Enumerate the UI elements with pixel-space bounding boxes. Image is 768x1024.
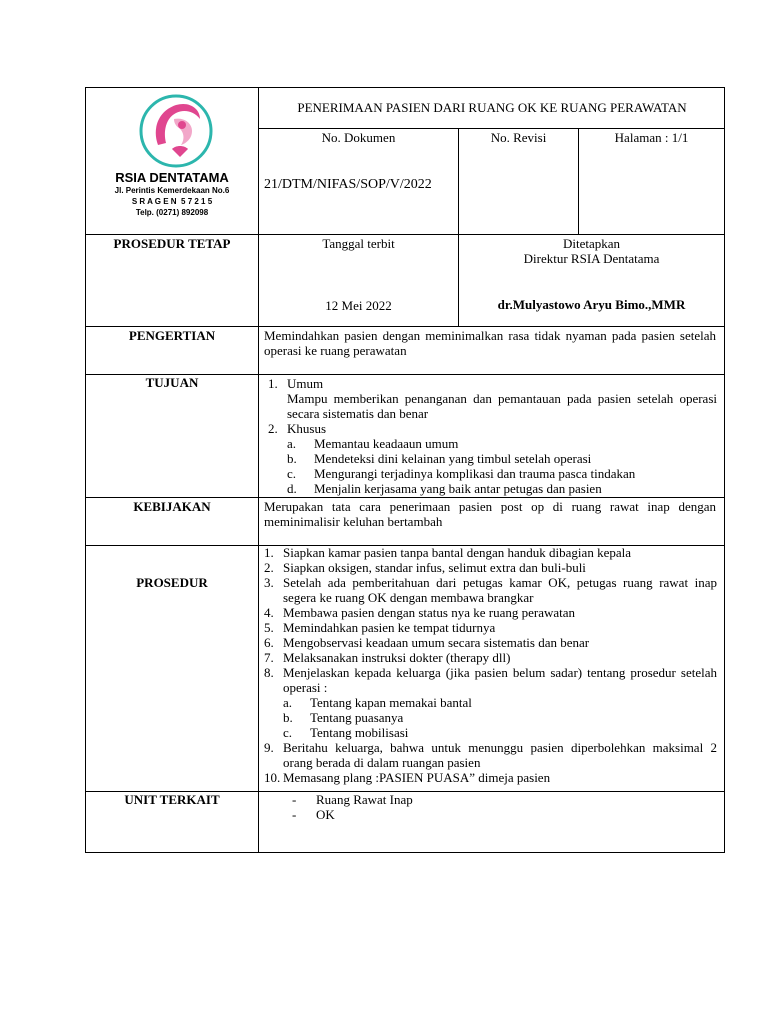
list-text: Melaksanakan instruksi dokter (therapy dll) [283,650,511,665]
tanggal-terbit-value: 12 Mei 2022 [325,298,392,313]
list-item [264,792,716,807]
list-number: 1. [268,376,278,391]
prosedur-label: PROSEDUR [136,575,208,590]
list-item [264,650,717,665]
unit-terkait-list [264,792,716,822]
list-item [268,436,717,451]
list-text: Tentang kapan memakai bantal [310,695,472,710]
list-text: Membawa pasien dengan status nya ke ruang perawatan [283,605,576,620]
hospital-address: Jl. Perintis Kemerdekaan No.6 [114,186,230,195]
ditetapkan-label: Ditetapkan [562,236,621,251]
list-item [264,545,717,560]
list-item [264,560,717,575]
list-text: Setelah ada pemberitahuan dari petugas kamar OK, petugas ruang rawat inap segera ke ruang OK dengan membawa brangkar [283,575,717,605]
list-item [268,451,717,466]
list-number: 9. [264,740,274,755]
list-bullet: - [292,807,297,822]
list-number: 7. [264,650,274,665]
pengertian-label: PENGERTIAN [128,328,216,343]
list-item [264,725,717,740]
row-divider [258,128,724,129]
tujuan-label: TUJUAN [145,375,199,390]
no-dokumen-label: No. Dokumen [321,130,396,145]
hospital-logo-icon [136,91,216,171]
list-item [264,575,717,605]
list-number: 10. [264,770,281,785]
halaman-label: Halaman : 1/1 [614,130,689,145]
row-divider [86,497,724,498]
list-number: b. [287,451,297,466]
list-item [264,620,717,635]
no-revisi-label: No. Revisi [490,130,547,145]
list-item [264,807,716,822]
list-text: Beritahu keluarga, bahwa untuk menunggu pasien diperbolehkan maksimal 2 orang berada di dalam ruangan pasien [283,740,717,770]
hospital-city: S R A G E N 5 7 2 1 5 [131,197,213,206]
list-text: Siapkan kamar pasien tanpa bantal dengan handuk dibagian kepala [283,545,631,560]
list-item [264,740,717,770]
list-item [268,481,717,496]
row-divider [86,234,724,235]
list-item [264,695,717,710]
list-number: 2. [268,421,278,436]
list-text: Tentang mobilisasi [310,725,409,740]
list-text: Mendeteksi dini kelainan yang timbul setelah operasi [314,451,592,466]
tujuan-list [268,376,717,496]
hospital-phone: Telp. (0271) 892098 [135,208,209,217]
tanggal-terbit-label: Tanggal terbit [322,236,395,251]
sop-document [85,87,725,853]
list-bullet: - [292,792,297,807]
pengertian-text: Memindahkan pasien dengan meminimalkan rasa tidak nyaman pada pasien setelah operasi ke ruang perawatan [264,328,716,358]
list-number: 3. [264,575,274,590]
list-text: Menjalin kerjasama yang baik antar petugas dan pasien [314,481,602,496]
kebijakan-text: Merupakan tata cara penerimaan pasien post op di ruang rawat inap dengan meminimalisir keluhan bertambah [264,499,716,529]
list-item [264,635,717,650]
list-number: 2. [264,560,274,575]
prosedur-tetap-label: PROSEDUR TETAP [113,236,231,251]
list-number: a. [283,695,293,710]
list-item [264,665,717,695]
list-number: c. [287,466,297,481]
list-text: Memindahkan pasien ke tempat tidurnya [283,620,496,635]
jabatan-direktur: Direktur RSIA Dentatama [523,251,660,266]
list-text: Menjelaskan kepada keluarga (jika pasien belum sadar) tentang prosedur setelah operasi : [283,665,717,695]
prosedur-list [264,545,717,785]
list-number: d. [287,481,297,496]
list-item [268,466,717,481]
list-item [264,770,717,785]
list-text: Mengobservasi keadaan umum secara sistematis dan benar [283,635,590,650]
list-text: Siapkan oksigen, standar infus, selimut extra dan buli-buli [283,560,586,575]
list-text: Mengurangi terjadinya komplikasi dan trauma pasca tindakan [314,466,636,481]
list-title: Umum [287,376,324,391]
list-item [264,605,717,620]
unit-terkait-label: UNIT TERKAIT [124,792,220,807]
list-text: Memasang plang :PASIEN PUASA” dimeja pasien [283,770,551,785]
list-number: 4. [264,605,274,620]
list-text: Tentang puasanya [310,710,404,725]
no-dokumen-value: 21/DTM/NIFAS/SOP/V/2022 [264,177,432,192]
list-text: Mampu memberikan penanganan dan pemantauan pada pasien setelah operasi secara sistematis dan benar [287,391,717,421]
document-title: PENERIMAAN PASIEN DARI RUANG OK KE RUANG PERAWATAN [297,100,687,115]
list-item [268,421,717,436]
list-number: 6. [264,635,274,650]
list-number: b. [283,710,293,725]
list-text: OK [316,807,335,822]
list-number: a. [287,436,297,451]
list-number: 5. [264,620,274,635]
row-divider [86,326,724,327]
list-number: c. [283,725,293,740]
logo-block [86,88,258,234]
list-text: Ruang Rawat Inap [316,792,413,807]
list-text: Memantau keadaaun umum [314,436,459,451]
list-number: 1. [264,545,274,560]
column-divider [258,88,259,852]
hospital-name: RSIA DENTATAMA [115,170,229,185]
nama-direktur: dr.Mulyastowo Aryu Bimo.,MMR [497,297,686,312]
list-item [268,376,717,421]
list-item [264,710,717,725]
list-number: 8. [264,665,274,680]
kebijakan-label: KEBIJAKAN [133,499,211,514]
list-title: Khusus [287,421,327,436]
